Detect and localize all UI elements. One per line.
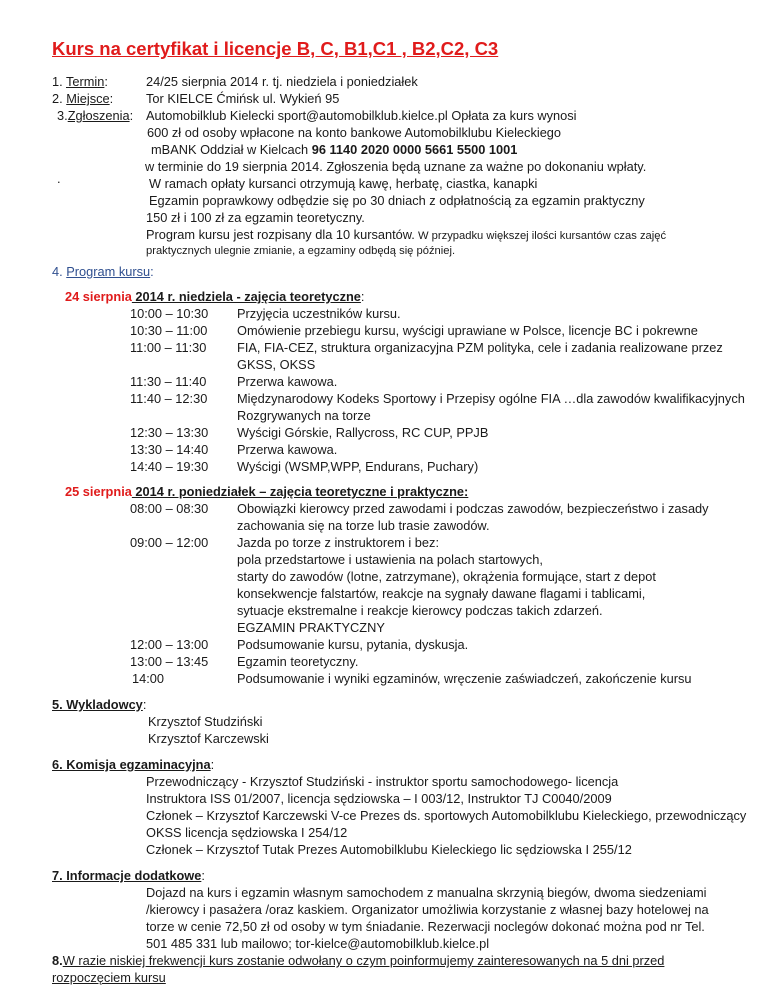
day2-item-2c: starty do zawodów (lotne, zatrzymane), okrążenia formujące, start z depot — [237, 569, 656, 584]
day2-item-5: Podsumowanie i wyniki egzaminów, wręczenie zaświadczeń, zakończenie kursu — [237, 671, 692, 686]
program-note-2: praktycznych ulegnie zmianie, a egzaminy odbędą się później. — [146, 245, 456, 257]
program-note-1a: Program kursu jest rozpisany dla 10 kursantów. — [146, 227, 415, 242]
zgloszenia-row — [57, 107, 133, 124]
info-title: 7. Informacje dodatkowe — [52, 868, 202, 883]
note-8-num: 8. — [52, 953, 63, 968]
bank-account: 96 1140 2020 0000 5661 5500 1001 — [311, 142, 518, 157]
commission-colon: : — [210, 757, 215, 772]
day2-time-3: 12:00 – 13:00 — [130, 637, 209, 652]
termin-label: Termin — [66, 74, 105, 89]
day2-item-2f: EGZAMIN PRAKTYCZNY — [237, 620, 385, 635]
commission-title: 6. Komisja egzaminacyjna — [52, 757, 211, 772]
commission-line-3: Członek – Krzysztof Karczewski V-ce Prezes ds. sportowych Automobilklubu Kieleckiego, przewodniczący — [146, 808, 747, 823]
bullet-dot: . — [57, 171, 61, 186]
miejsce-row — [52, 90, 113, 107]
day2-item-2e: sytuacje ekstremalne i reakcje kierowcy podczas takich zdarzeń. — [237, 603, 603, 618]
program-note-1b: W przypadku większej ilości kursantów czas zajęć — [414, 230, 667, 242]
info-heading — [52, 867, 205, 884]
day2-header — [65, 483, 468, 500]
day1-item-6: Wyścigi Górskie, Rallycross, RC CUP, PPJB — [237, 425, 489, 440]
lecturers-colon: : — [142, 697, 147, 712]
day2-item-1a: Obowiązki kierowcy przed zawodami i podczas zawodów, bezpieczeństwo i zasady — [237, 501, 709, 516]
commission-line-4: OKSS licencja sędziowska I 254/12 — [146, 825, 348, 840]
day2-time-1: 08:00 – 08:30 — [130, 501, 209, 516]
zgloszenia-line-2: 600 zł od osoby wpłacone na konto bankowe Automobilklubu Kieleckiego — [147, 125, 562, 140]
note-8-line-2: rozpoczęciem kursu — [52, 970, 166, 985]
note-8 — [52, 952, 664, 969]
day2-date: 25 sierpnia — [65, 484, 132, 499]
day1-item-2: Omówienie przebiegu kursu, wyścigi uprawiane w Polsce, licencje BC i pokrewne — [237, 323, 698, 338]
day1-time-4: 11:30 – 11:40 — [130, 374, 207, 389]
info-line-2: /kierowcy i pasażera /oraz kaskiem. Organizator umożliwia korzystanie z własnej bazy hotelowej na — [146, 902, 709, 917]
day2-time-4: 13:00 – 13:45 — [130, 654, 209, 669]
day1-time-3: 11:00 – 11:30 — [130, 340, 207, 355]
day2-title: 2014 r. poniedziałek – zajęcia teoretyczne i praktyczne: — [131, 484, 469, 499]
day1-item-3b: GKSS, OKSS — [237, 357, 316, 372]
miejsce-label: Miejsce — [66, 91, 110, 106]
info-line-4: 501 485 331 lub mailowo; tor-kielce@automobilklub.kielce.pl — [146, 936, 490, 951]
day2-item-2b: pola przedstartowe i ustawienia na polach startowych, — [237, 552, 543, 567]
day1-time-1: 10:00 – 10:30 — [130, 306, 209, 321]
zgloszenia-colon: : — [129, 108, 134, 123]
lecturer-2: Krzysztof Karczewski — [148, 731, 269, 746]
day1-item-8: Wyścigi (WSMP,WPP, Endurans, Puchary) — [237, 459, 479, 474]
day1-time-6: 12:30 – 13:30 — [130, 425, 209, 440]
page-title: Kurs na certyfikat i licencje B, C, B1,C1 , B2,C2, C3 — [52, 38, 499, 59]
miejsce-colon: : — [109, 91, 114, 106]
termin-value: 24/25 sierpnia 2014 r. tj. niedziela i poniedziałek — [146, 74, 418, 89]
day1-time-7: 13:30 – 14:40 — [130, 442, 209, 457]
day1-time-2: 10:30 – 11:00 — [130, 323, 208, 338]
day1-item-5a: Międzynarodowy Kodeks Sportowy i Przepisy ogólne FIA …dla zawodów kwalifikacyjnych — [237, 391, 745, 406]
commission-heading — [52, 756, 214, 773]
day1-time-8: 14:40 – 19:30 — [130, 459, 209, 474]
day1-item-1: Przyjęcia uczestników kursu. — [237, 306, 401, 321]
termin-row — [52, 73, 108, 90]
bank-prefix: mBANK Oddział w Kielcach — [151, 142, 312, 157]
day1-header — [65, 288, 364, 305]
lecturer-1: Krzysztof Studziński — [148, 714, 263, 729]
termin-num: 1. — [52, 74, 66, 89]
zgloszenia-line-5: Egzamin poprawkowy odbędzie się po 30 dniach z odpłatnością za egzamin praktyczny — [149, 193, 645, 208]
day2-item-1b: zachowania się na torze lub trasie zawodów. — [237, 518, 490, 533]
day1-date: 24 sierpnia — [65, 289, 132, 304]
miejsce-num: 2. — [52, 91, 67, 106]
info-line-3: torze w cenie 72,50 zł od osoby w tym śniadanie. Rezerwacji noclegów dokonać można pod nr Tel. — [146, 919, 705, 934]
program-num: 4. — [52, 264, 67, 279]
zgloszenia-line-6: 150 zł i 100 zł za egzamin teoretyczny. — [146, 210, 365, 225]
note-8-text: W razie niskiej frekwencji kurs zostanie odwołany o czym poinformujemy zainteresowanych na 5 dni przed — [62, 953, 665, 968]
zgloszenia-line-3: w terminie do 19 sierpnia 2014. Zgłoszenia będą uznane za ważne po dokonaniu wpłaty. — [145, 159, 647, 174]
lecturers-heading — [52, 696, 146, 713]
day2-time-2: 09:00 – 12:00 — [130, 535, 209, 550]
day2-item-2d: konsekwencje falstartów, reakcje na sygnały dawane flagami i tablicami, — [237, 586, 646, 601]
info-colon: : — [201, 868, 205, 883]
commission-line-1: Przewodniczący - Krzysztof Studziński - instruktor sportu samochodowego- licencja — [146, 774, 619, 789]
day1-item-7: Przerwa kawowa. — [237, 442, 338, 457]
day1-colon: : — [360, 289, 365, 304]
day2-item-3: Podsumowanie kursu, pytania, dyskusja. — [237, 637, 469, 652]
day1-time-5: 11:40 – 12:30 — [130, 391, 208, 406]
day2-item-2a: Jazda po torze z instruktorem i bez: — [237, 535, 439, 550]
commission-line-5: Członek – Krzysztof Tutak Prezes Automobilklubu Kieleckiego lic sędziowska I 255/12 — [146, 842, 632, 857]
zgloszenia-label: Zgłoszenia — [67, 108, 130, 123]
zgloszenia-num: 3. — [57, 108, 68, 123]
day2-item-4: Egzamin teoretyczny. — [237, 654, 359, 669]
zgloszenia-line-1: Automobilklub Kielecki sport@automobilklub.kielce.pl Opłata za kurs wynosi — [146, 108, 577, 123]
program-label: Program kursu — [66, 264, 151, 279]
bank-line — [151, 141, 517, 158]
zgloszenia-line-4: W ramach opłaty kursanci otrzymują kawę, herbatę, ciastka, kanapki — [149, 176, 538, 191]
info-line-1: Dojazd na kurs i egzamin własnym samochodem z manualna skrzynią biegów, dwoma siedzeniami — [146, 885, 707, 900]
commission-line-2: Instruktora ISS 01/2007, licencja sędziowska – I 003/12, Instruktor TJ C0040/2009 — [146, 791, 612, 806]
day1-item-5b: Rozgrywanych na torze — [237, 408, 371, 423]
program-colon: : — [150, 264, 154, 279]
miejsce-value: Tor KIELCE Ćmińsk ul. Wykień 95 — [146, 91, 340, 106]
day1-item-4: Przerwa kawowa. — [237, 374, 338, 389]
day1-title: 2014 r. niedziela - zajęcia teoretyczne — [131, 289, 361, 304]
day1-item-3a: FIA, FIA-CEZ, struktura organizacyjna PZM polityka, cele i zadania realizowane przez — [237, 340, 723, 355]
lecturers-title: 5. Wykladowcy — [52, 697, 143, 712]
day2-time-5: 14:00 — [132, 671, 165, 686]
termin-colon: : — [104, 74, 108, 89]
program-heading — [52, 263, 154, 280]
